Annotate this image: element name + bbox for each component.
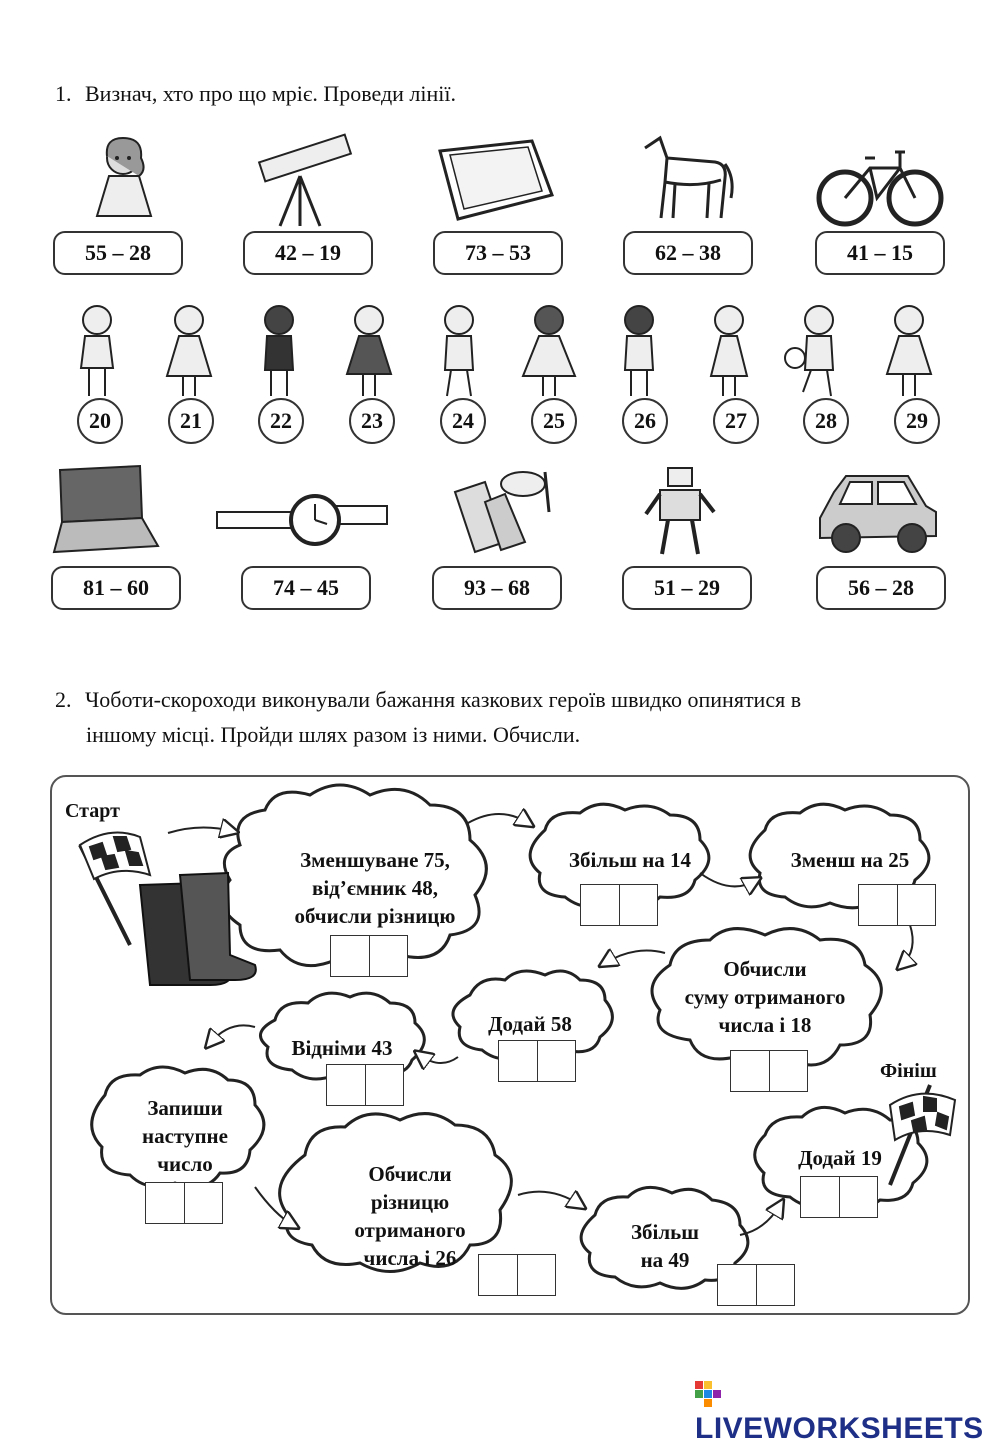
logo-text: LIVEWORKSHEETS xyxy=(695,1412,984,1445)
robot-icon xyxy=(640,462,720,557)
expression-box: 42 – 19 xyxy=(243,231,373,275)
expression-box: 51 – 29 xyxy=(622,566,752,610)
kid-number: 22 xyxy=(258,398,304,444)
kid-number: 28 xyxy=(803,398,849,444)
bicycle-icon xyxy=(815,138,945,230)
answer-box-10[interactable] xyxy=(800,1176,878,1218)
cloud-2-text: Збільш на 14 xyxy=(568,848,692,872)
expression-box: 55 – 28 xyxy=(53,231,183,275)
laptop-icon xyxy=(50,462,160,557)
answer-box-3[interactable] xyxy=(858,884,936,926)
finish-label: Фініш xyxy=(880,1060,937,1082)
answer-box-8[interactable] xyxy=(478,1254,556,1296)
answer-box-5[interactable] xyxy=(498,1040,576,1082)
answer-box-9[interactable] xyxy=(717,1264,795,1306)
flippers-mask-icon xyxy=(445,462,555,557)
cloud-7-text: Запиши наступне число xyxy=(142,1096,228,1176)
task2-title xyxy=(55,684,975,751)
kid-number: 23 xyxy=(349,398,395,444)
cloud-6-text: Відніми 43 xyxy=(291,1036,393,1060)
answer-box-1[interactable] xyxy=(330,935,408,977)
task1-text: Визнач, хто про що мріє. Проведи лінії. xyxy=(85,81,457,106)
cloud-1-text: Зменшуване 75, від’ємник 48, обчисли різницю xyxy=(294,848,456,928)
cloud-3-text: Зменш на 25 xyxy=(790,848,910,872)
watch-icon xyxy=(215,490,390,550)
kid-number: 27 xyxy=(713,398,759,444)
cloud-9-text: Збільш на 49 xyxy=(630,1220,700,1272)
cloud-8-text: Обчисли різницю отриманого числа і 26 xyxy=(354,1162,466,1270)
task1-title xyxy=(55,78,456,110)
answer-box-7[interactable] xyxy=(145,1182,223,1224)
expression-box: 93 – 68 xyxy=(432,566,562,610)
expression-box: 56 – 28 xyxy=(816,566,946,610)
task1-number: 1. xyxy=(55,81,72,106)
kids-row xyxy=(55,298,945,398)
doll-icon xyxy=(85,130,165,230)
start-label: Старт xyxy=(65,800,120,822)
logo-mark-icon xyxy=(695,1381,721,1407)
kid-number: 29 xyxy=(894,398,940,444)
answer-box-6[interactable] xyxy=(326,1064,404,1106)
answer-box-4[interactable] xyxy=(730,1050,808,1092)
kid-number: 20 xyxy=(77,398,123,444)
kid-number: 24 xyxy=(440,398,486,444)
liveworksheets-logo xyxy=(695,1378,1000,1446)
expression-box: 73 – 53 xyxy=(433,231,563,275)
task2-line1: Чоботи-скороходи виконували бажання казкових героїв швидко опинятися в xyxy=(85,687,802,712)
expression-box: 41 – 15 xyxy=(815,231,945,275)
task2-line2: іншому місці. Пройди шлях разом із ними. Обчисли. xyxy=(86,722,581,747)
car-icon xyxy=(812,462,942,557)
kid-number: 21 xyxy=(168,398,214,444)
expression-box: 74 – 45 xyxy=(241,566,371,610)
cloud-4-text: Обчисли суму отриманого числа і 18 xyxy=(684,957,846,1037)
kid-number: 25 xyxy=(531,398,577,444)
expression-box: 62 – 38 xyxy=(623,231,753,275)
cloud-10-text: Додай 19 xyxy=(798,1146,882,1170)
answer-box-2[interactable] xyxy=(580,884,658,926)
cloud-5-text: Додай 58 xyxy=(488,1012,572,1036)
kid-number: 26 xyxy=(622,398,668,444)
horse-icon xyxy=(635,128,735,223)
expression-box: 81 – 60 xyxy=(51,566,181,610)
task2-number: 2. xyxy=(55,687,72,712)
phone-icon xyxy=(432,135,557,225)
telescope-icon xyxy=(240,128,360,228)
